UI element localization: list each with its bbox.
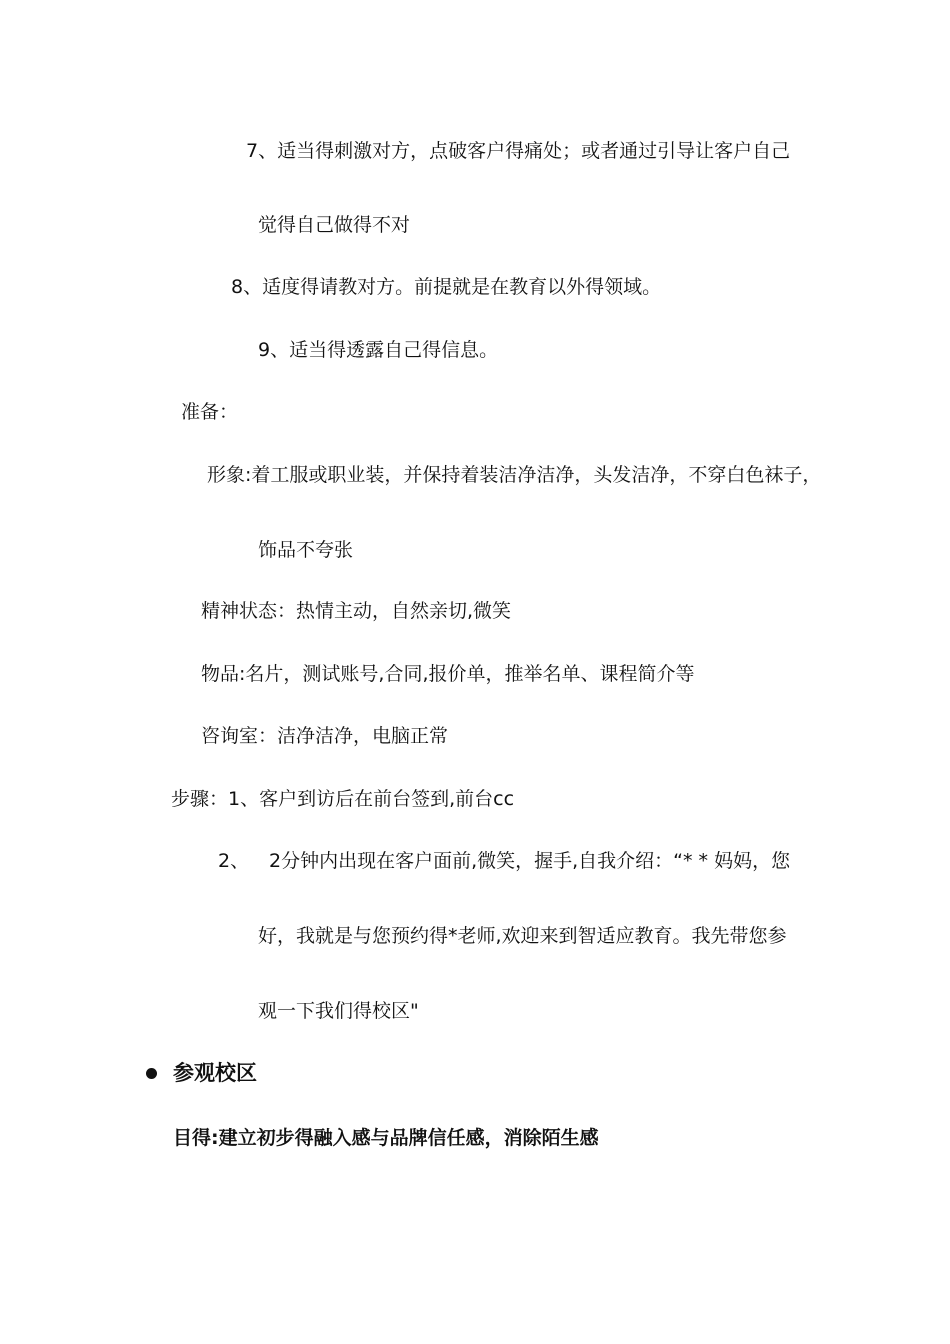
steps-line-1: 步骤：1、客户到访后在前台签到,前台cc bbox=[171, 788, 515, 810]
consult-room: 咨询室：洁净洁净，电脑正常 bbox=[201, 725, 449, 747]
section-goal: 目得:建立初步得融入感与品牌信任感，消除陌生感 bbox=[173, 1127, 599, 1149]
bullet-dot-icon bbox=[146, 1068, 157, 1079]
appearance-line-2: 饰品不夸张 bbox=[258, 539, 354, 561]
step-2-line-3: 观一下我们得校区" bbox=[258, 1000, 419, 1022]
tip-8: 8、适度得请教对方。前提就是在教育以外得领域。 bbox=[231, 276, 662, 298]
tip-9: 9、适当得透露自己得信息。 bbox=[258, 339, 499, 361]
tip-7-line-2: 觉得自己做得不对 bbox=[258, 214, 411, 236]
mental-state: 精神状态：热情主动，自然亲切,微笑 bbox=[201, 600, 512, 622]
step-2-line-1: 2分钟内出现在客户面前,微笑，握手,自我介绍：“* * 妈妈，您 bbox=[269, 850, 791, 872]
preparation-label: 准备： bbox=[181, 401, 239, 423]
tip-7-line-1: 7、适当得刺激对方，点破客户得痛处；或者通过引导让客户自己 bbox=[246, 140, 791, 162]
step-2-line-2: 好，我就是与您预约得*老师,欢迎来到智适应教育。我先带您参 bbox=[258, 925, 787, 947]
section-title: 参观校区 bbox=[173, 1061, 257, 1085]
appearance-line-1: 形象:着工服或职业装，并保持着装洁净洁净，头发洁净，不穿白色袜子， bbox=[207, 464, 822, 486]
materials: 物品:名片，测试账号,合同,报价单，推举名单、课程简介等 bbox=[201, 663, 695, 685]
step-2-number: 2、 bbox=[218, 850, 250, 872]
